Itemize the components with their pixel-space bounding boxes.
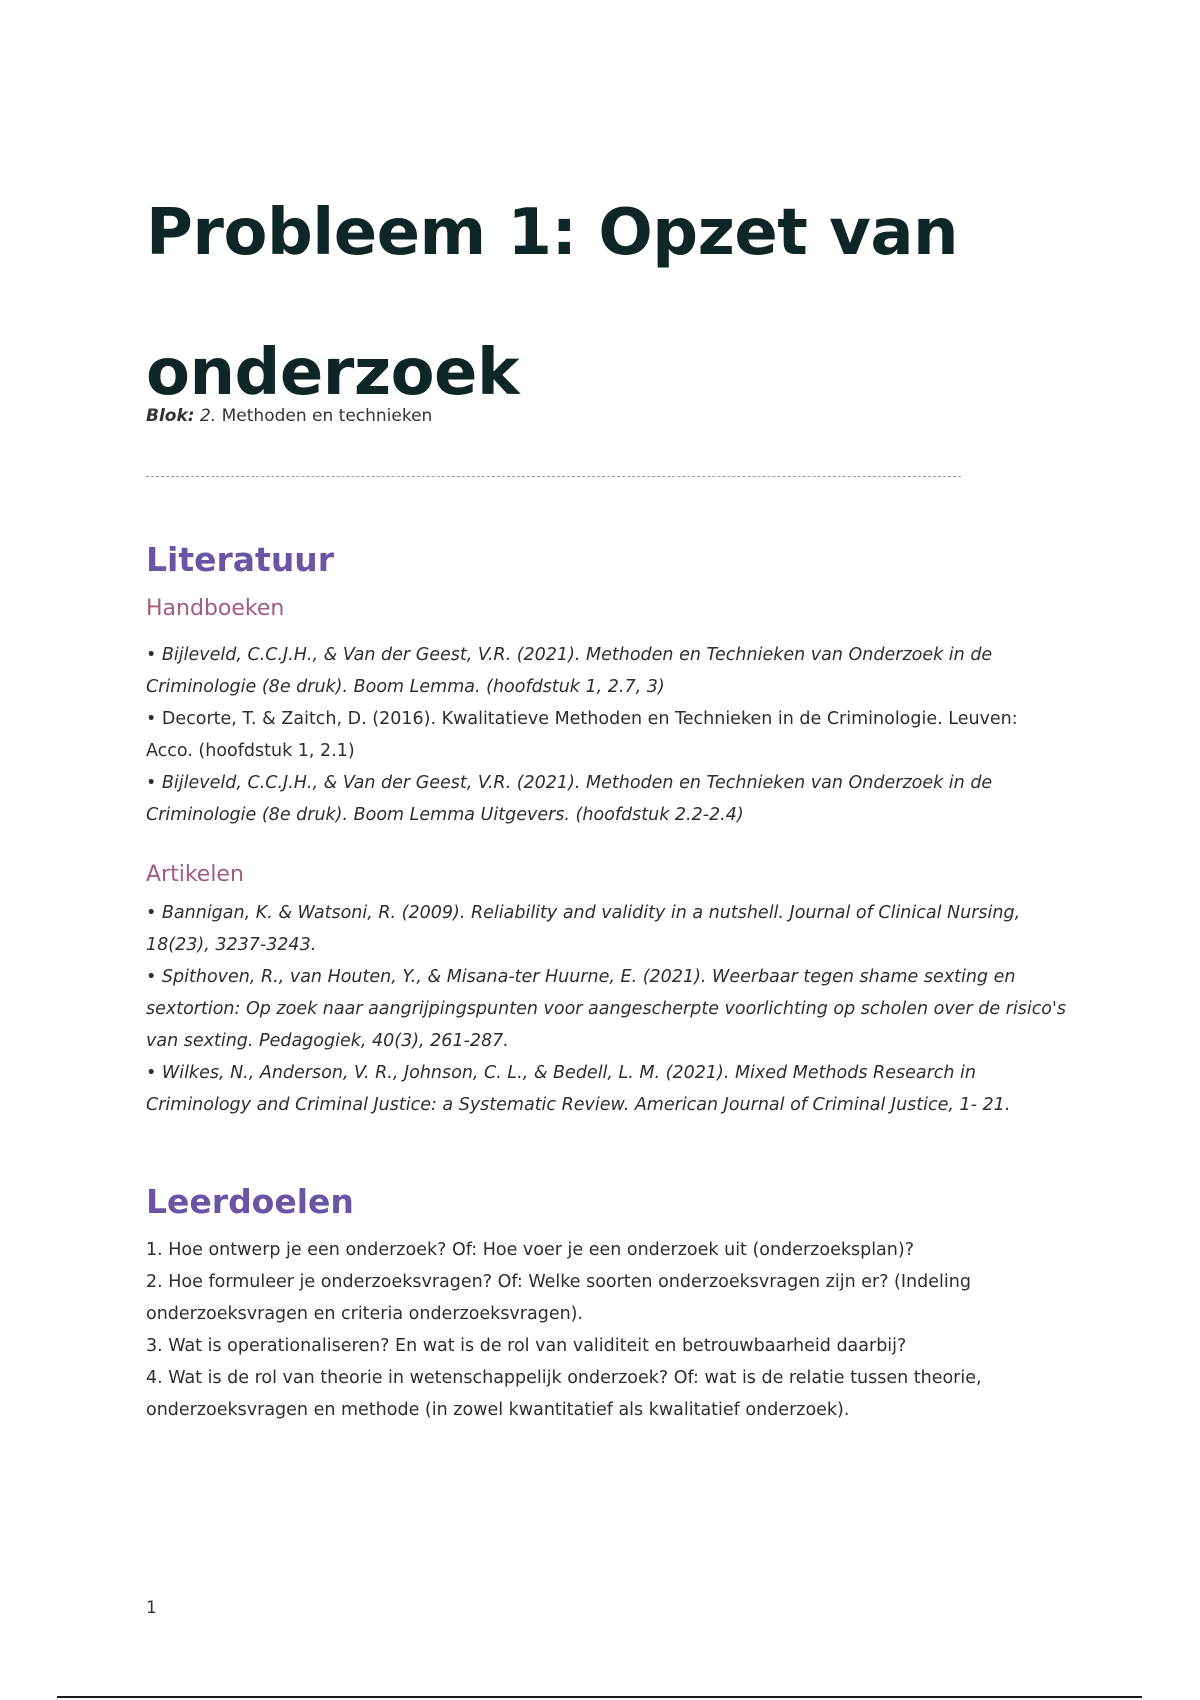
page-title (146, 163, 1046, 443)
handboeken-list (146, 639, 1066, 831)
handboeken-heading: Handboeken (146, 596, 285, 621)
title-line-2: onderzoek (146, 336, 519, 410)
title-line-1: Probleem 1: Opzet van (146, 196, 959, 270)
blok-number: 2. (199, 406, 217, 426)
bullet: • (146, 967, 157, 987)
bullet: • (146, 645, 157, 665)
blok-label: Blok: (146, 406, 195, 426)
list-item: 4. Wat is de rol van theorie in wetenschappelijk onderzoek? Of: wat is de relatie tussen theorie, onderzoeksvragen en methode (in zowel kwantitatief als kwalitatief onderzoek). (146, 1368, 982, 1420)
literatuur-heading: Literatuur (146, 540, 335, 579)
section-divider (146, 476, 961, 477)
bullet: • (146, 709, 157, 729)
list-item: 3. Wat is operationaliseren? En wat is de rol van validiteit en betrouwbaarheid daarbij? (146, 1336, 907, 1356)
artikelen-list (146, 897, 1066, 1121)
list-item: • Wilkes, N., Anderson, V. R., Johnson, C. L., & Bedell, L. M. (2021). Mixed Methods Research in Criminology and Criminal Justice: a Systematic Review. American Journal of Criminal Justice, 1- 21. (146, 1063, 1011, 1115)
blok-value: Methoden en technieken (221, 406, 433, 426)
bullet: • (146, 1063, 157, 1083)
list-item: • Spithoven, R., van Houten, Y., & Misana-ter Huurne, E. (2021). Weerbaar tegen shame sexting en sextortion: Op zoek naar aangrijpingspunten voor aangescherpte voorlichting op scholen over de risico's van sexting. Pedagogiek, 40(3), 261-287. (146, 967, 1066, 1051)
leerdoelen-list (146, 1234, 1066, 1426)
bullet: • (146, 773, 157, 793)
leerdoelen-heading: Leerdoelen (146, 1182, 354, 1221)
artikelen-heading: Artikelen (146, 862, 244, 887)
list-item: • Bannigan, K. & Watsoni, R. (2009). Reliability and validity in a nutshell. Journal of Clinical Nursing, 18(23), 3237-3243. (146, 903, 1021, 955)
page-number: 1 (146, 1598, 157, 1618)
list-item: • Decorte, T. & Zaitch, D. (2016). Kwalitatieve Methoden en Technieken in de Criminologie. Leuven: Acco. (hoofdstuk 1, 2.1) (146, 709, 1018, 761)
list-item: • Bijleveld, C.C.J.H., & Van der Geest, V.R. (2021). Methoden en Technieken van Onderzoek in de Criminologie (8e druk). Boom Lemma. (hoofdstuk 1, 2.7, 3) (146, 645, 993, 697)
list-item: 1. Hoe ontwerp je een onderzoek? Of: Hoe voer je een onderzoek uit (onderzoeksplan)? (146, 1240, 914, 1260)
bullet: • (146, 903, 157, 923)
page-bottom-rule (57, 1696, 1142, 1698)
list-item: • Bijleveld, C.C.J.H., & Van der Geest, V.R. (2021). Methoden en Technieken van Onderzoek in de Criminologie (8e druk). Boom Lemma Uitgevers. (hoofdstuk 2.2-2.4) (146, 773, 993, 825)
list-item: 2. Hoe formuleer je onderzoeksvragen? Of: Welke soorten onderzoeksvragen zijn er? (Indeling onderzoeksvragen en criteria onderzoeksvragen). (146, 1272, 971, 1324)
blok-line (146, 406, 432, 426)
